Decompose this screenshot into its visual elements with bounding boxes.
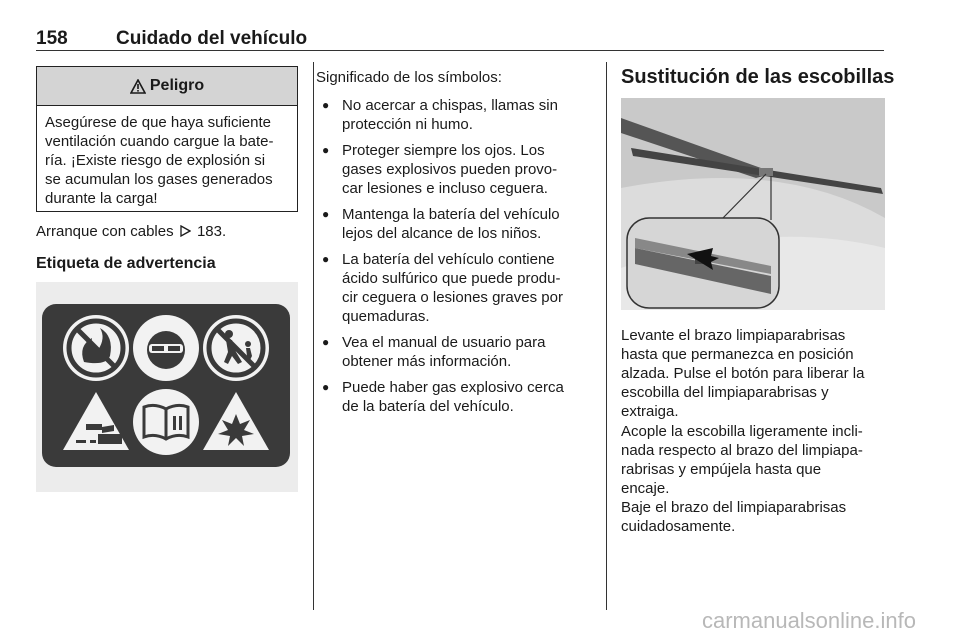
wiper-blade-illustration	[621, 98, 885, 310]
page-header	[36, 28, 884, 50]
danger-line: ría. ¡Existe riesgo de explosión si	[45, 152, 266, 169]
jump-start-page-ref[interactable]: 183.	[196, 223, 227, 240]
danger-line: ventilación cuando cargue la bate-	[45, 133, 274, 150]
paragraph-line: hasta que permanezca en posición	[621, 346, 854, 363]
paragraph-line: nada respecto al brazo del limpiapa-	[621, 442, 863, 459]
danger-title: Peligro	[149, 77, 205, 94]
paragraph-line: Acople la escobilla ligeramente incli-	[621, 423, 863, 440]
wiper-blade-image	[621, 98, 885, 310]
list-item	[316, 205, 594, 243]
danger-line: durante la carga!	[45, 190, 158, 207]
list-item-line: ● No acercar a chispas, llamas sin	[342, 97, 558, 114]
danger-text	[37, 106, 297, 208]
list-item-line: cir ceguera o lesiones graves por	[342, 289, 563, 306]
column-divider-1	[313, 62, 314, 610]
list-item-line: car lesiones e incluso ceguera.	[342, 180, 548, 197]
warning-label-heading: Etiqueta de advertencia	[36, 255, 216, 272]
list-item-line: ● Proteger siempre los ojos. Los	[342, 142, 545, 159]
list-item-line: ● Puede haber gas explosivo cerca	[342, 379, 564, 396]
list-item	[316, 378, 594, 416]
paragraph-line: encaje.	[621, 480, 670, 497]
paragraph-line: escobilla del limpiaparabrisas y	[621, 384, 829, 401]
danger-line: se acumulan los gases generados	[45, 171, 273, 188]
warning-triangle-icon	[130, 79, 146, 94]
danger-line: Asegúrese de que haya suficiente	[45, 114, 271, 131]
no-flames-icon	[63, 315, 129, 381]
warning-label-symbols	[36, 282, 298, 492]
list-item	[316, 333, 594, 371]
list-item-line: ● La batería del vehículo contiene	[342, 251, 555, 268]
list-item-line: obtener más información.	[342, 353, 512, 370]
column-divider-2	[606, 62, 607, 610]
paragraph-line: Baje el brazo del limpiaparabrisas	[621, 499, 847, 516]
jump-start-reference	[36, 222, 226, 241]
paragraph-line: extraiga.	[621, 403, 679, 420]
user-manual-icon	[133, 389, 199, 455]
list-item	[316, 250, 594, 326]
paragraph-line: Levante el brazo limpiaparabrisas	[621, 327, 846, 344]
wiper-paragraph-2	[621, 422, 863, 498]
danger-heading	[37, 67, 297, 106]
danger-box	[36, 66, 298, 212]
list-item-line: gases explosivos pueden provo-	[342, 161, 558, 178]
paragraph-line: cuidadosamente.	[621, 518, 736, 535]
list-item-line: ● Vea el manual de usuario para	[342, 334, 546, 351]
keep-children-away-icon	[203, 315, 269, 381]
list-item-line: protección ni humo.	[342, 116, 473, 133]
wiper-paragraph-3	[621, 498, 846, 536]
symbols-list	[316, 96, 594, 423]
symbols-intro: Significado de los símbolos:	[316, 69, 502, 86]
list-item-line: quemaduras.	[342, 308, 430, 325]
watermark: carmanualsonline.info	[701, 608, 916, 633]
wiper-heading: Sustitución de las escobillas	[621, 66, 895, 88]
page-number: 158	[36, 28, 68, 49]
page-title: Cuidado del vehículo	[116, 28, 308, 49]
paragraph-line: rabrisas y empújela hasta que	[621, 461, 822, 478]
paragraph-line: alzada. Pulse el botón para liberar la	[621, 365, 865, 382]
page-reference-arrow-icon	[180, 225, 191, 237]
header-rule	[36, 50, 884, 51]
eye-protection-icon	[133, 315, 199, 381]
list-item-line: de la batería del vehículo.	[342, 398, 514, 415]
wiper-paragraph-1	[621, 326, 865, 421]
list-item-line: lejos del alcance de los niños.	[342, 225, 542, 242]
list-item	[316, 141, 594, 198]
warning-label-image	[36, 282, 298, 492]
jump-start-text: Arranque con cables	[36, 223, 174, 240]
list-item	[316, 96, 594, 134]
list-item-line: ● Mantenga la batería del vehículo	[342, 206, 560, 223]
list-item-line: ácido sulfúrico que puede produ-	[342, 270, 561, 287]
